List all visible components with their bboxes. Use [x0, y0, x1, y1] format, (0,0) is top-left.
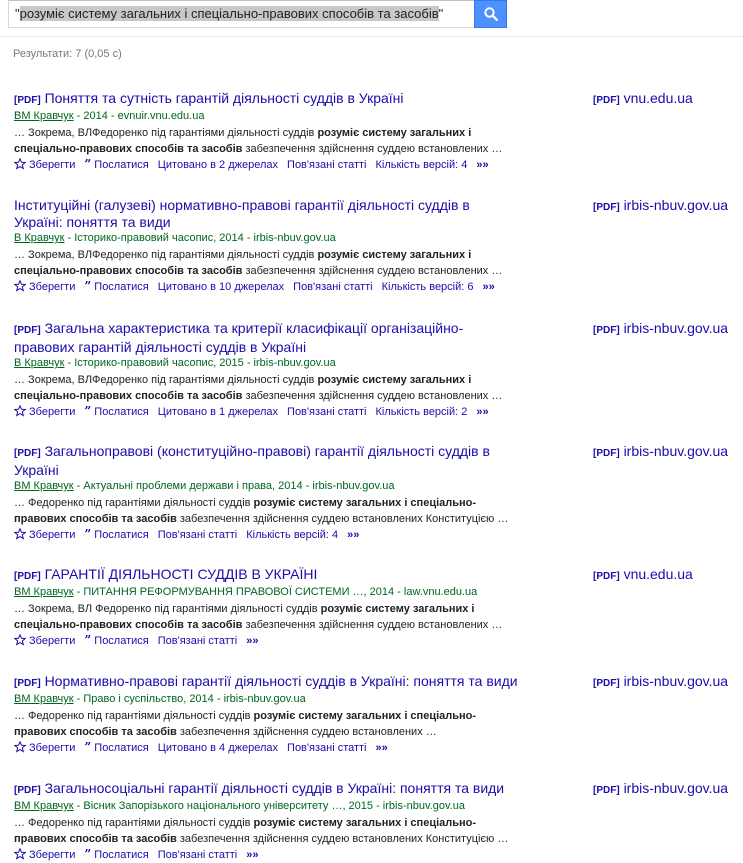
save-label: Зберегти [29, 528, 76, 541]
related-articles-link[interactable]: Пов'язані статті [287, 741, 367, 754]
more-icon[interactable]: »» [375, 741, 388, 754]
side-domain[interactable]: irbis-nbuv.gov.ua [623, 320, 729, 336]
side-domain[interactable]: vnu.edu.ua [623, 90, 693, 106]
result-title[interactable] [14, 780, 519, 799]
pdf-tag: [PDF] [14, 785, 41, 796]
meta-source: - ПИТАННЯ РЕФОРМУВАННЯ ПРАВОВОЇ СИСТЕМИ …, 2014 - law.vnu.edu.ua [73, 586, 478, 598]
cite-label: Послатися [94, 849, 149, 861]
meta-source: - 2014 - evnuir.vnu.edu.ua [73, 110, 205, 122]
result-actions [14, 740, 743, 756]
side-pdf-tag: [PDF] [593, 678, 620, 689]
snippet-post: забезпечення здійснення суддею встановлених Конституцією … [176, 833, 509, 845]
snippet-post: забезпечення здійснення суддею встановлених … [242, 390, 503, 402]
cite-link[interactable] [84, 157, 148, 173]
result-title[interactable] [14, 673, 519, 692]
author-link[interactable]: ВМ Кравчук [14, 800, 74, 812]
result-snippet [14, 125, 524, 157]
result-actions [14, 633, 743, 649]
more-icon[interactable]: »» [347, 528, 360, 541]
result-snippet [14, 708, 524, 740]
result-meta [14, 231, 743, 246]
side-domain[interactable]: irbis-nbuv.gov.ua [623, 197, 729, 213]
quote-icon: ” [84, 740, 92, 754]
pdf-tag: [PDF] [14, 448, 41, 459]
result-title[interactable] [14, 566, 519, 585]
quote-icon: ” [84, 404, 92, 418]
snippet-pre: … Федоренко під гарантіями діяльності суддів [14, 710, 254, 722]
result-item [14, 443, 743, 543]
result-actions [14, 279, 743, 295]
versions-link[interactable]: Кількість версій: 4 [246, 528, 339, 541]
snippet-post: забезпечення здійснення суддею встановлених … [176, 726, 437, 738]
cited-by-link[interactable]: Цитовано в 10 джерелах [157, 280, 285, 293]
side-pdf-tag: [PDF] [593, 448, 620, 459]
save-label: Зберегти [29, 848, 76, 861]
versions-link[interactable]: Кількість версій: 2 [375, 405, 468, 418]
snippet-post: забезпечення здійснення суддею встановлених … [242, 143, 503, 155]
side-pdf-link[interactable] [593, 566, 693, 585]
save-link[interactable] [14, 158, 75, 173]
result-title[interactable] [14, 90, 519, 109]
related-articles-link[interactable]: Пов'язані статті [287, 158, 367, 171]
save-link[interactable] [14, 634, 75, 649]
result-meta [14, 356, 743, 371]
result-actions [14, 404, 743, 420]
result-title-text[interactable]: Загальна характеристика та критерії класифікації організаційно-правових гарантій діяльності суддів в Україні [14, 320, 464, 355]
result-title-text[interactable]: Загальносоціальні гарантії діяльності суддів в Україні: поняття та види [44, 780, 505, 796]
side-pdf-link[interactable] [593, 443, 728, 462]
side-pdf-tag: [PDF] [593, 571, 620, 582]
cite-label: Послатися [94, 635, 149, 647]
snippet-pre: … Зокрема, ВЛФедоренко під гарантіями діяльності суддів [14, 249, 318, 261]
related-articles-link[interactable]: Пов'язані статті [293, 280, 373, 293]
result-snippet [14, 247, 524, 279]
snippet-pre: … Зокрема, ВЛФедоренко під гарантіями діяльності суддів [14, 127, 318, 139]
related-articles-link[interactable]: Пов'язані статті [157, 634, 238, 647]
snippet-post: забезпечення здійснення суддею встановлених … [242, 619, 503, 631]
star-icon [14, 634, 26, 646]
side-domain[interactable]: irbis-nbuv.gov.ua [623, 673, 729, 689]
save-label: Зберегти [29, 741, 76, 754]
result-actions [14, 157, 743, 173]
result-item [14, 197, 743, 295]
result-title-text[interactable]: Загальноправові (конституційно-правові) гарантії діяльності суддів в Україні [14, 443, 490, 478]
save-link[interactable] [14, 405, 75, 420]
author-link[interactable]: В Кравчук [14, 232, 65, 244]
search-query-open-quote: " [15, 6, 20, 21]
result-snippet [14, 372, 524, 404]
quote-icon: ” [84, 527, 92, 541]
snippet-pre: … Зокрема, ВЛ Федоренко під гарантіями діяльності суддів [14, 603, 321, 615]
related-articles-link[interactable]: Пов'язані статті [157, 528, 238, 541]
side-pdf-tag: [PDF] [593, 95, 620, 106]
related-articles-link[interactable]: Пов'язані статті [157, 848, 238, 861]
result-item [14, 320, 743, 420]
snippet-pre: … Федоренко під гарантіями діяльності суддів [14, 497, 254, 509]
result-title-text[interactable]: Поняття та сутність гарантій діяльності суддів в Україні [44, 90, 404, 106]
star-icon [14, 528, 26, 540]
result-meta [14, 585, 743, 600]
save-link[interactable] [14, 741, 75, 756]
result-snippet [14, 495, 524, 527]
result-meta [14, 479, 743, 494]
versions-link[interactable]: Кількість версій: 6 [381, 280, 474, 293]
snippet-highlight: розуміє систему загальних і спеціально-правових способів та засобів [14, 817, 477, 845]
header-divider [0, 36, 743, 37]
star-icon [14, 158, 26, 170]
snippet-post: забезпечення здійснення суддею встановлених Конституцією … [176, 513, 509, 525]
result-actions [14, 847, 743, 863]
cite-label: Послатися [94, 159, 149, 171]
save-link[interactable] [14, 528, 75, 543]
cite-link[interactable] [84, 279, 148, 295]
result-meta [14, 109, 743, 124]
side-pdf-tag: [PDF] [593, 202, 620, 213]
star-icon [14, 405, 26, 417]
snippet-post: забезпечення здійснення суддею встановлених … [242, 265, 503, 277]
side-pdf-link[interactable] [593, 673, 728, 692]
search-icon [484, 7, 498, 21]
author-link[interactable]: ВМ Кравчук [14, 586, 74, 598]
result-snippet [14, 815, 524, 847]
result-title-text[interactable]: ГАРАНТІЇ ДІЯЛЬНОСТІ СУДДІВ В УКРАЇНІ [44, 566, 318, 582]
side-pdf-link[interactable] [593, 197, 728, 216]
more-icon[interactable]: »» [476, 405, 489, 418]
more-icon[interactable]: »» [476, 158, 489, 171]
pdf-tag: [PDF] [14, 678, 41, 689]
snippet-pre: … Федоренко під гарантіями діяльності суддів [14, 817, 254, 829]
quote-icon: ” [84, 157, 92, 171]
result-title[interactable] [14, 320, 519, 356]
save-label: Зберегти [29, 280, 76, 293]
meta-source: - Історико-правовий часопис, 2015 - irbis-nbuv.gov.ua [64, 357, 336, 369]
cite-label: Послатися [94, 742, 149, 754]
snippet-highlight: розуміє систему загальних і спеціально-правових способів та засобів [14, 710, 477, 738]
cite-link[interactable] [84, 847, 148, 863]
side-pdf-link[interactable] [593, 780, 728, 799]
more-icon[interactable]: »» [246, 634, 259, 647]
result-title[interactable] [14, 443, 519, 479]
star-icon [14, 848, 26, 860]
save-label: Зберегти [29, 158, 76, 171]
side-pdf-tag: [PDF] [593, 325, 620, 336]
meta-source: - Право і суспільство, 2014 - irbis-nbuv.gov.ua [73, 693, 306, 705]
search-input[interactable] [8, 0, 474, 28]
side-pdf-link[interactable] [593, 90, 693, 109]
search-bar [0, 0, 743, 28]
author-link[interactable]: ВМ Кравчук [14, 693, 74, 705]
result-meta [14, 799, 743, 814]
result-title-text[interactable]: Нормативно-правові гарантії діяльності суддів в Україні: поняття та види [44, 673, 518, 689]
cite-link[interactable] [84, 527, 148, 543]
meta-source: - Історико-правовий часопис, 2014 - irbis-nbuv.gov.ua [64, 232, 336, 244]
author-link[interactable]: ВМ Кравчук [14, 110, 74, 122]
save-link[interactable] [14, 280, 75, 295]
quote-icon: ” [84, 633, 92, 647]
more-icon[interactable]: »» [482, 280, 495, 293]
snippet-highlight: розуміє систему загальних і спеціально-правових способів та засобів [14, 603, 475, 631]
meta-source: - Вісник Запорізького національного університету …, 2015 - irbis-nbuv.gov.ua [73, 800, 465, 812]
search-query-text: розуміє систему загальних і спеціально-правових способів та засобів [19, 6, 439, 21]
search-button[interactable] [474, 0, 507, 28]
result-actions [14, 527, 743, 543]
side-pdf-link[interactable] [593, 320, 728, 339]
result-item [14, 90, 743, 173]
cited-by-link[interactable]: Цитовано в 2 джерелах [157, 158, 279, 171]
quote-icon: ” [84, 847, 92, 861]
meta-source: - Актуальні проблеми держави і права, 2014 - irbis-nbuv.gov.ua [73, 480, 395, 492]
cited-by-link[interactable]: Цитовано в 1 джерелах [157, 405, 279, 418]
result-title-text[interactable]: Інституційні (галузеві) нормативно-правові гарантії діяльності суддів в Україні: поняття та види [14, 197, 470, 230]
pdf-tag: [PDF] [14, 571, 41, 582]
star-icon [14, 741, 26, 753]
author-link[interactable]: ВМ Кравчук [14, 480, 74, 492]
author-link[interactable]: В Кравчук [14, 357, 65, 369]
side-domain[interactable]: irbis-nbuv.gov.ua [623, 780, 729, 796]
star-icon [14, 280, 26, 292]
side-pdf-tag: [PDF] [593, 785, 620, 796]
result-snippet [14, 601, 524, 633]
cite-label: Послатися [94, 529, 149, 541]
save-label: Зберегти [29, 634, 76, 647]
result-title[interactable] [14, 197, 519, 231]
quote-icon: ” [84, 279, 92, 293]
cite-label: Послатися [94, 406, 149, 418]
versions-link[interactable]: Кількість версій: 4 [375, 158, 468, 171]
related-articles-link[interactable]: Пов'язані статті [287, 405, 367, 418]
snippet-pre: … Зокрема, ВЛФедоренко під гарантіями діяльності суддів [14, 374, 318, 386]
result-meta [14, 692, 743, 707]
snippet-highlight: розуміє систему загальних і спеціально-правових способів та засобів [14, 249, 472, 277]
cite-label: Послатися [94, 281, 149, 293]
more-icon[interactable]: »» [246, 848, 259, 861]
cited-by-link[interactable]: Цитовано в 4 джерелах [157, 741, 279, 754]
side-domain[interactable]: irbis-nbuv.gov.ua [623, 443, 729, 459]
snippet-highlight: розуміє систему загальних і спеціально-правових способів та засобів [14, 374, 472, 402]
snippet-highlight: розуміє систему загальних і спеціально-правових способів та засобів [14, 127, 472, 155]
results-count: Результати: 7 (0,05 с) [13, 48, 122, 60]
result-item [14, 673, 743, 756]
cite-link[interactable] [84, 633, 148, 649]
result-item [14, 566, 743, 649]
cite-link[interactable] [84, 404, 148, 420]
save-label: Зберегти [29, 405, 76, 418]
pdf-tag: [PDF] [14, 325, 41, 336]
snippet-highlight: розуміє систему загальних і спеціально-правових способів та засобів [14, 497, 477, 525]
pdf-tag: [PDF] [14, 95, 41, 106]
cite-link[interactable] [84, 740, 148, 756]
side-domain[interactable]: vnu.edu.ua [623, 566, 693, 582]
search-query-close-quote: " [438, 6, 444, 21]
result-item [14, 780, 743, 863]
